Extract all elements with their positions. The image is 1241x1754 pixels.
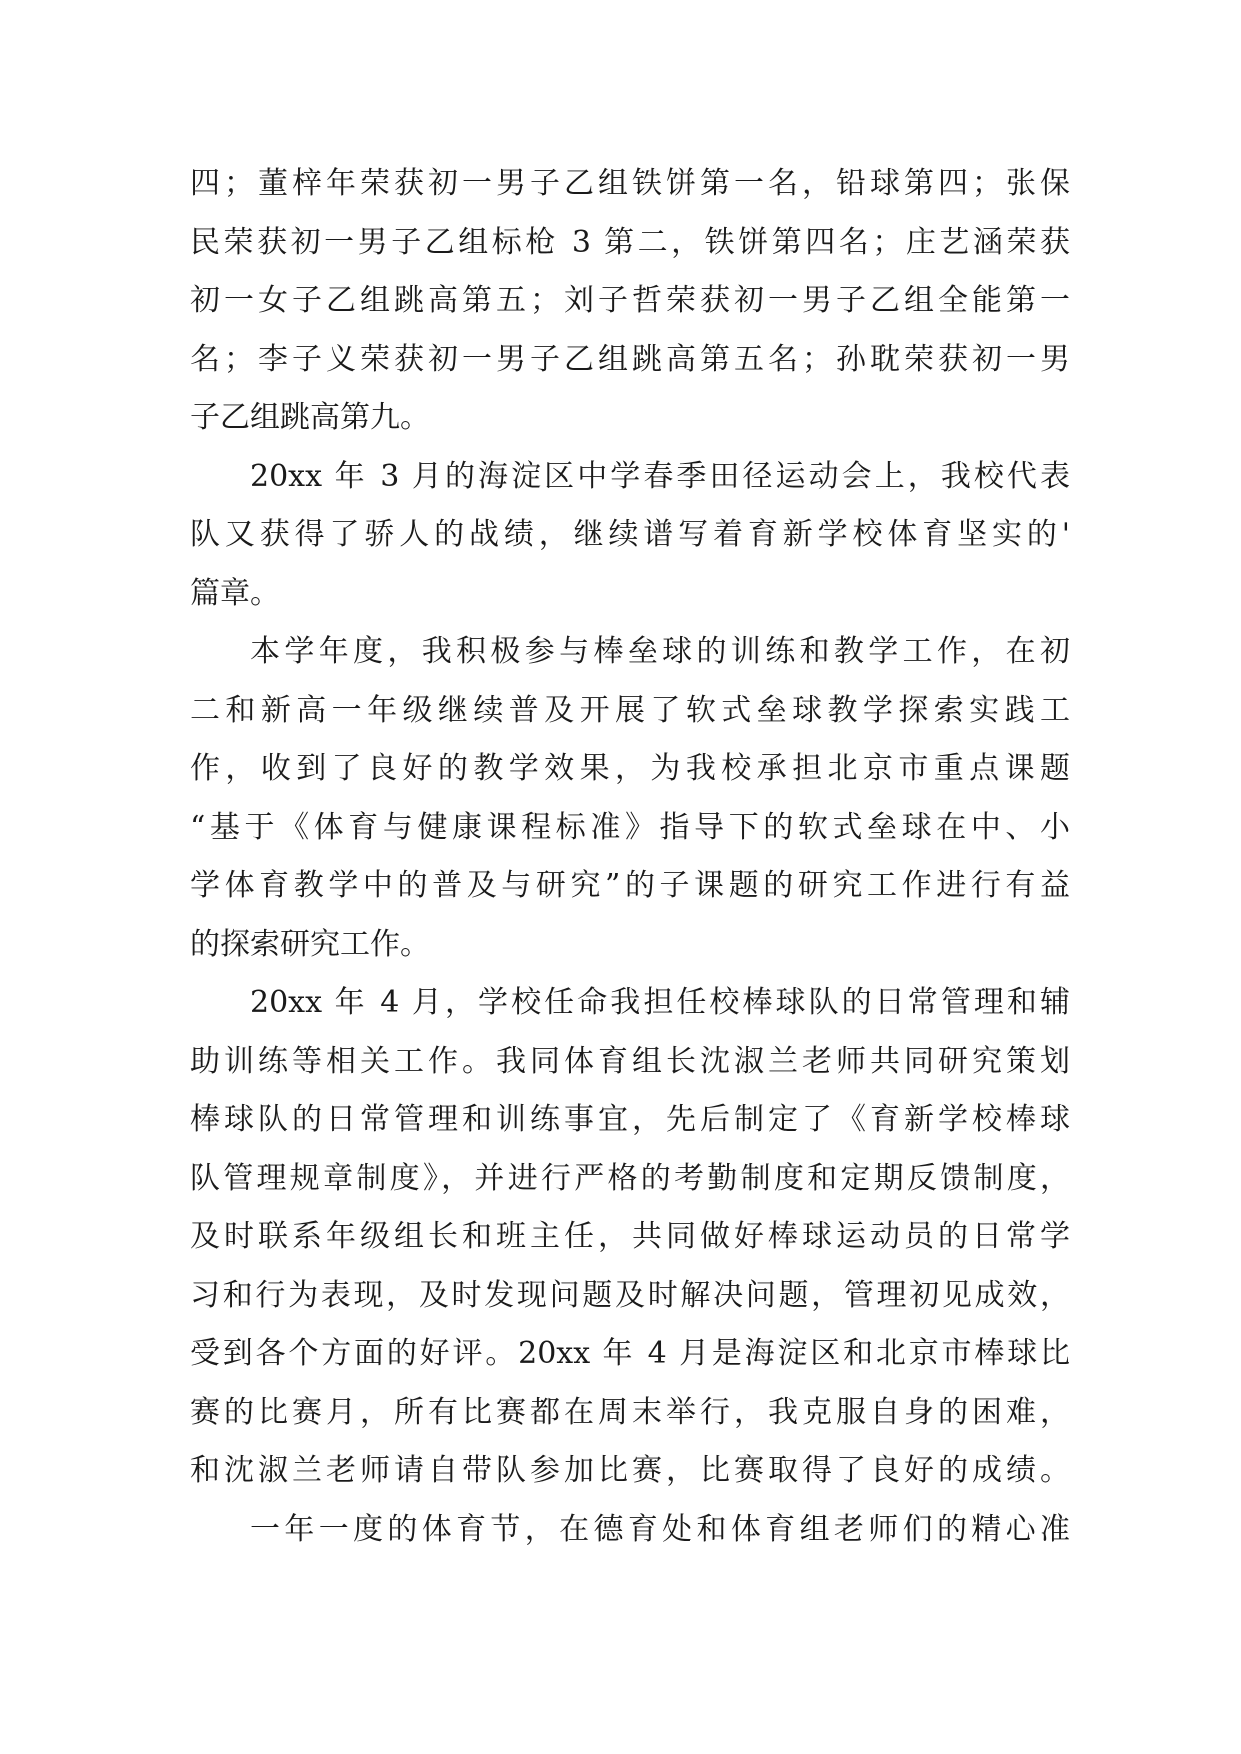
text-line: 队又获得了骄人的战绩，继续谱写着育新学校体育坚实的' — [190, 517, 1070, 552]
text-line: 棒球队的日常管理和训练事宜，先后制定了《育新学校棒球 — [190, 1102, 1070, 1137]
text-line: 二和新高一年级继续普及开展了软式垒球教学探索实践工 — [190, 692, 1070, 728]
text-line: 篇章。 — [190, 575, 280, 611]
text-line: 一年一度的体育节，在德育处和体育组老师们的精心准 — [250, 1511, 1070, 1547]
text-line: “基于《体育与健康课程标准》指导下的软式垒球在中、小 — [190, 809, 1070, 845]
text-line: 助训练等相关工作。我同体育组长沈淑兰老师共同研究策划 — [190, 1043, 1070, 1079]
text-line: 20xx 年 4 月，学校任命我担任校棒球队的日常管理和辅 — [250, 985, 1070, 1020]
text-line: 受到各个方面的好评。20xx 年 4 月是海淀区和北京市棒球比 — [190, 1336, 1070, 1371]
text-line: 四；董梓年荣获初一男子乙组铁饼第一名，铅球第四；张保 — [190, 166, 1070, 201]
text-line: 名；李子义荣获初一男子乙组跳高第五名；孙耽荣获初一男 — [190, 341, 1070, 377]
text-line: 子乙组跳高第九。 — [190, 400, 430, 435]
text-line: 队管理规章制度》，并进行严格的考勤制度和定期反馈制度， — [190, 1160, 1070, 1196]
text-line: 作，收到了良好的教学效果，为我校承担北京市重点课题 — [190, 751, 1070, 786]
text-line: 的探索研究工作。 — [190, 926, 430, 962]
paragraph — [190, 623, 1070, 974]
text-line: 及时联系年级组长和班主任，共同做好棒球运动员的日常学 — [190, 1219, 1070, 1254]
text-line: 本学年度，我积极参与棒垒球的训练和教学工作，在初 — [250, 634, 1070, 669]
text-line: 和沈淑兰老师请自带队参加比赛，比赛取得了良好的成绩。 — [190, 1453, 1070, 1488]
paragraph — [190, 155, 1070, 448]
text-line: 习和行为表现，及时发现问题及时解决问题，管理初见成效， — [190, 1277, 1070, 1313]
paragraph — [190, 448, 1070, 624]
text-line: 民荣获初一男子乙组标枪 3 第二，铁饼第四名；庄艺涵荣获 — [190, 224, 1070, 260]
text-line: 20xx 年 3 月的海淀区中学春季田径运动会上，我校代表 — [250, 458, 1070, 494]
paragraph — [190, 974, 1070, 1501]
text-line: 学体育教学中的普及与研究”的子课题的研究工作进行有益 — [190, 868, 1070, 903]
document-body — [190, 155, 1070, 1559]
paragraph — [190, 1501, 1070, 1560]
text-line: 赛的比赛月，所有比赛都在周末举行，我克服自身的困难， — [190, 1394, 1070, 1430]
text-line: 初一女子乙组跳高第五；刘子哲荣获初一男子乙组全能第一 — [190, 283, 1070, 318]
